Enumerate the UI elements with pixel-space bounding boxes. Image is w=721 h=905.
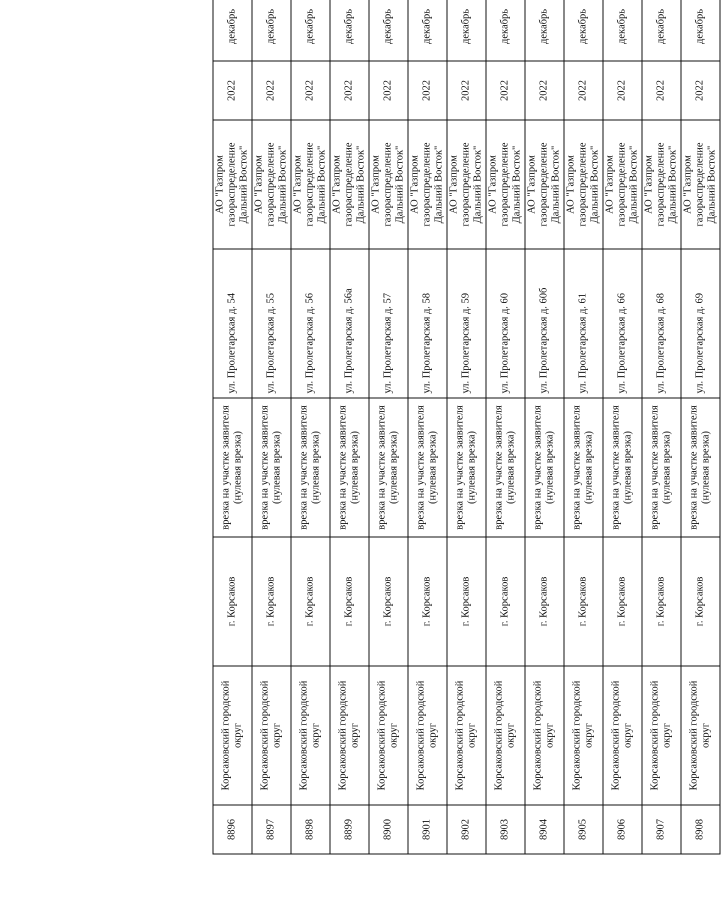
year-cell: 2022 xyxy=(369,61,408,120)
organization-cell: АО "Газпром газораспределение Дальний Восток" xyxy=(447,120,486,249)
work-type-cell: врезка на участке заявителя (нулевая врезка) xyxy=(252,398,291,537)
month-cell: декабрь xyxy=(642,0,681,61)
organization-cell: АО "Газпром газораспределение Дальний Восток" xyxy=(369,120,408,249)
district-cell: Корсаковский городской округ xyxy=(603,666,642,805)
table-row xyxy=(681,0,720,854)
table-row xyxy=(252,0,291,854)
work-type-cell: врезка на участке заявителя (нулевая врезка) xyxy=(525,398,564,537)
month-cell: декабрь xyxy=(213,0,252,61)
year-cell: 2022 xyxy=(486,61,525,120)
year-cell: 2022 xyxy=(681,61,720,120)
month-cell: декабрь xyxy=(252,0,291,61)
district-cell: Корсаковский городской округ xyxy=(447,666,486,805)
address-cell: ул. Пролетарская д. 69 xyxy=(681,249,720,398)
rotated-document-page xyxy=(213,9,718,855)
table-row xyxy=(525,0,564,854)
table-row xyxy=(564,0,603,854)
year-cell: 2022 xyxy=(252,61,291,120)
district-cell: Корсаковский городской округ xyxy=(213,666,252,805)
address-cell: ул. Пролетарская д. 68 xyxy=(642,249,681,398)
work-type-cell: врезка на участке заявителя (нулевая врезка) xyxy=(408,398,447,537)
address-cell: ул. Пролетарская д. 61 xyxy=(564,249,603,398)
town-cell: г. Корсаков xyxy=(642,537,681,666)
district-cell: Корсаковский городской округ xyxy=(291,666,330,805)
town-cell: г. Корсаков xyxy=(681,537,720,666)
organization-cell: АО "Газпром газораспределение Дальний Восток" xyxy=(681,120,720,249)
row-number-cell: 8906 xyxy=(603,805,642,854)
organization-cell: АО "Газпром газораспределение Дальний Восток" xyxy=(603,120,642,249)
organization-cell: АО "Газпром газораспределение Дальний Восток" xyxy=(642,120,681,249)
row-number-cell: 8908 xyxy=(681,805,720,854)
month-cell: декабрь xyxy=(525,0,564,61)
town-cell: г. Корсаков xyxy=(603,537,642,666)
address-cell: ул. Пролетарская д. 54 xyxy=(213,249,252,398)
table-row xyxy=(603,0,642,854)
district-cell: Корсаковский городской округ xyxy=(642,666,681,805)
year-cell: 2022 xyxy=(525,61,564,120)
town-cell: г. Корсаков xyxy=(330,537,369,666)
gasification-registry-table xyxy=(213,0,721,855)
table-row xyxy=(330,0,369,854)
town-cell: г. Корсаков xyxy=(369,537,408,666)
year-cell: 2022 xyxy=(213,61,252,120)
district-cell: Корсаковский городской округ xyxy=(564,666,603,805)
table-row xyxy=(213,0,252,854)
organization-cell: АО "Газпром газораспределение Дальний Восток" xyxy=(213,120,252,249)
work-type-cell: врезка на участке заявителя (нулевая врезка) xyxy=(291,398,330,537)
address-cell: ул. Пролетарская д. 56 xyxy=(291,249,330,398)
work-type-cell: врезка на участке заявителя (нулевая врезка) xyxy=(330,398,369,537)
table-row xyxy=(291,0,330,854)
row-number-cell: 8898 xyxy=(291,805,330,854)
row-number-cell: 8897 xyxy=(252,805,291,854)
organization-cell: АО "Газпром газораспределение Дальний Восток" xyxy=(525,120,564,249)
town-cell: г. Корсаков xyxy=(252,537,291,666)
district-cell: Корсаковский городской округ xyxy=(330,666,369,805)
work-type-cell: врезка на участке заявителя (нулевая врезка) xyxy=(603,398,642,537)
address-cell: ул. Пролетарская д. 60 xyxy=(486,249,525,398)
year-cell: 2022 xyxy=(330,61,369,120)
town-cell: г. Корсаков xyxy=(291,537,330,666)
month-cell: декабрь xyxy=(408,0,447,61)
row-number-cell: 8899 xyxy=(330,805,369,854)
district-cell: Корсаковский городской округ xyxy=(252,666,291,805)
organization-cell: АО "Газпром газораспределение Дальний Восток" xyxy=(408,120,447,249)
work-type-cell: врезка на участке заявителя (нулевая врезка) xyxy=(564,398,603,537)
organization-cell: АО "Газпром газораспределение Дальний Восток" xyxy=(486,120,525,249)
year-cell: 2022 xyxy=(642,61,681,120)
town-cell: г. Корсаков xyxy=(408,537,447,666)
address-cell: ул. Пролетарская д. 55 xyxy=(252,249,291,398)
district-cell: Корсаковский городской округ xyxy=(369,666,408,805)
row-number-cell: 8903 xyxy=(486,805,525,854)
address-cell: ул. Пролетарская д. 60б xyxy=(525,249,564,398)
year-cell: 2022 xyxy=(291,61,330,120)
organization-cell: АО "Газпром газораспределение Дальний Восток" xyxy=(252,120,291,249)
address-cell: ул. Пролетарская д. 66 xyxy=(603,249,642,398)
row-number-cell: 8896 xyxy=(213,805,252,854)
month-cell: декабрь xyxy=(330,0,369,61)
work-type-cell: врезка на участке заявителя (нулевая врезка) xyxy=(447,398,486,537)
table-row xyxy=(447,0,486,854)
town-cell: г. Корсаков xyxy=(486,537,525,666)
town-cell: г. Корсаков xyxy=(447,537,486,666)
work-type-cell: врезка на участке заявителя (нулевая врезка) xyxy=(642,398,681,537)
district-cell: Корсаковский городской округ xyxy=(486,666,525,805)
address-cell: ул. Пролетарская д. 57 xyxy=(369,249,408,398)
address-cell: ул. Пролетарская д. 58 xyxy=(408,249,447,398)
year-cell: 2022 xyxy=(408,61,447,120)
town-cell: г. Корсаков xyxy=(213,537,252,666)
year-cell: 2022 xyxy=(603,61,642,120)
month-cell: декабрь xyxy=(486,0,525,61)
month-cell: декабрь xyxy=(603,0,642,61)
table-row xyxy=(369,0,408,854)
table-body xyxy=(213,0,720,854)
district-cell: Корсаковский городской округ xyxy=(408,666,447,805)
row-number-cell: 8907 xyxy=(642,805,681,854)
town-cell: г. Корсаков xyxy=(525,537,564,666)
month-cell: декабрь xyxy=(681,0,720,61)
row-number-cell: 8901 xyxy=(408,805,447,854)
table-row xyxy=(486,0,525,854)
table-row xyxy=(408,0,447,854)
district-cell: Корсаковский городской округ xyxy=(681,666,720,805)
row-number-cell: 8902 xyxy=(447,805,486,854)
month-cell: декабрь xyxy=(369,0,408,61)
month-cell: декабрь xyxy=(564,0,603,61)
town-cell: г. Корсаков xyxy=(564,537,603,666)
row-number-cell: 8904 xyxy=(525,805,564,854)
year-cell: 2022 xyxy=(564,61,603,120)
row-number-cell: 8900 xyxy=(369,805,408,854)
work-type-cell: врезка на участке заявителя (нулевая врезка) xyxy=(213,398,252,537)
month-cell: декабрь xyxy=(447,0,486,61)
organization-cell: АО "Газпром газораспределение Дальний Восток" xyxy=(291,120,330,249)
month-cell: декабрь xyxy=(291,0,330,61)
year-cell: 2022 xyxy=(447,61,486,120)
address-cell: ул. Пролетарская д. 56а xyxy=(330,249,369,398)
organization-cell: АО "Газпром газораспределение Дальний Восток" xyxy=(564,120,603,249)
work-type-cell: врезка на участке заявителя (нулевая врезка) xyxy=(369,398,408,537)
address-cell: ул. Пролетарская д. 59 xyxy=(447,249,486,398)
district-cell: Корсаковский городской округ xyxy=(525,666,564,805)
table-row xyxy=(642,0,681,854)
row-number-cell: 8905 xyxy=(564,805,603,854)
organization-cell: АО "Газпром газораспределение Дальний Восток" xyxy=(330,120,369,249)
work-type-cell: врезка на участке заявителя (нулевая врезка) xyxy=(681,398,720,537)
work-type-cell: врезка на участке заявителя (нулевая врезка) xyxy=(486,398,525,537)
